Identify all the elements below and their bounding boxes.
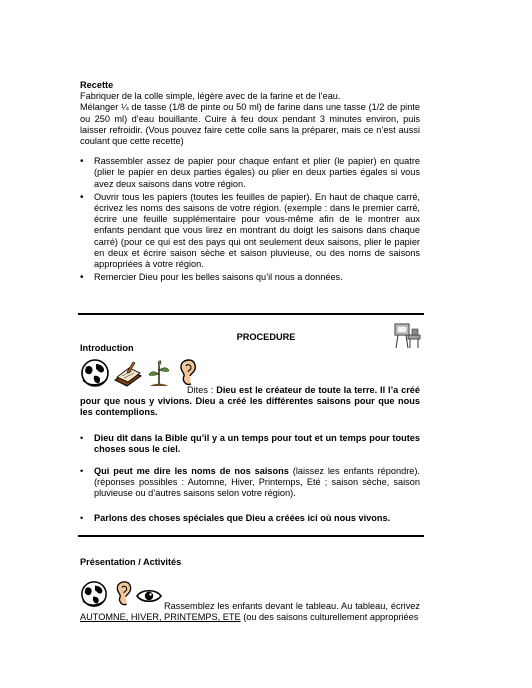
list-item: • Rassembler assez de papier pour chaque enfant et plier (le papier) en quatre (plier le papier en deux parties égales) ou plier en deux parties égales si vous avez deux saisons dans votre région. [80, 156, 420, 190]
section-divider [78, 313, 424, 315]
list-item: • Remercier Dieu pour les belles saisons qu’il nous a données. [80, 272, 420, 283]
globe-icon [80, 358, 110, 388]
recipe-line: Mélanger ¼ de tasse (1/8 de pinte ou 50 ml) de farine dans une tasse (1/2 de pinte ou 250 ml) d’eau bouillante. Cuire à feu doux pendant 3 minutes environ, puis laisser refroidir. (Vous pouvez faire cette colle sans la préparer, mais ce n’est aussi coulant que cette recette) [80, 102, 420, 147]
list-item: • Dieu dit dans la Bible qu’il y a un temps pour tout et un temps pour toutes choses sous le ciel. [80, 433, 420, 455]
ear-icon [175, 358, 197, 388]
recipe-line: Fabriquer de la colle simple, légère avec de la farine et de l’eau. [80, 91, 341, 102]
recipe-title: Recette [80, 80, 114, 90]
list-item: • Qui peut me dire les noms de nos saisons (laissez les enfants répondre). (réponses possibles : Automne, Hiver, Printemps, Eté ; saison sèche, saison pluvieuse ou d’autres saisons selon votre région). [80, 466, 420, 500]
procedure-list [80, 466, 420, 500]
bible-icon [113, 360, 143, 388]
dites-text: Dieu est le créateur de toute la terre. Il l’a créé pour que nous y vivions. Dieu a créé les différentes saisons pour que nous les contemplions. [80, 385, 420, 418]
classroom-icon [392, 322, 424, 350]
section-divider [78, 535, 424, 537]
intro-icon-row [80, 358, 197, 388]
dites-label: Dites : [187, 385, 217, 395]
seasons-list: AUTOMNE, HIVER, PRINTEMPS, ETE [80, 612, 241, 623]
list-item: • Ouvrir tous les papiers (toutes les feuilles de papier). En haut de chaque carré, écrivez les noms des saisons de votre région. (exemple : dans le premier carré, écrire une feuille supplémentaire pour vous-même afin de le montrer aux enfants pendant que vous lirez en montrant du doigt les saisons dans chaque carré) (pour ce qui est des pays qui ont seulement deux saisons, plier le papier en deux et écrire saison sèche et saison pluvieuse, ou des noms de saisons appropriées à votre région. [80, 192, 420, 270]
procedure-list [80, 433, 420, 455]
procedure-title: PROCEDURE [236, 332, 296, 342]
presentation-heading: Présentation / Activités [80, 557, 182, 567]
introduction-heading: Introduction [80, 343, 134, 353]
plant-icon [146, 358, 172, 388]
procedure-list [80, 513, 420, 524]
presentation-text: Rassemblez les enfants devant le tableau. Au tableau, écrivez AUTOMNE, HIVER, PRINTEMPS, ETE (ou des saisons culturellement appropriées [80, 601, 420, 623]
preparation-list [80, 156, 420, 283]
list-item: • Parlons des choses spéciales que Dieu a créées ici où nous vivons. [80, 513, 420, 524]
introduction-text [80, 385, 420, 419]
recipe-section [80, 80, 420, 285]
